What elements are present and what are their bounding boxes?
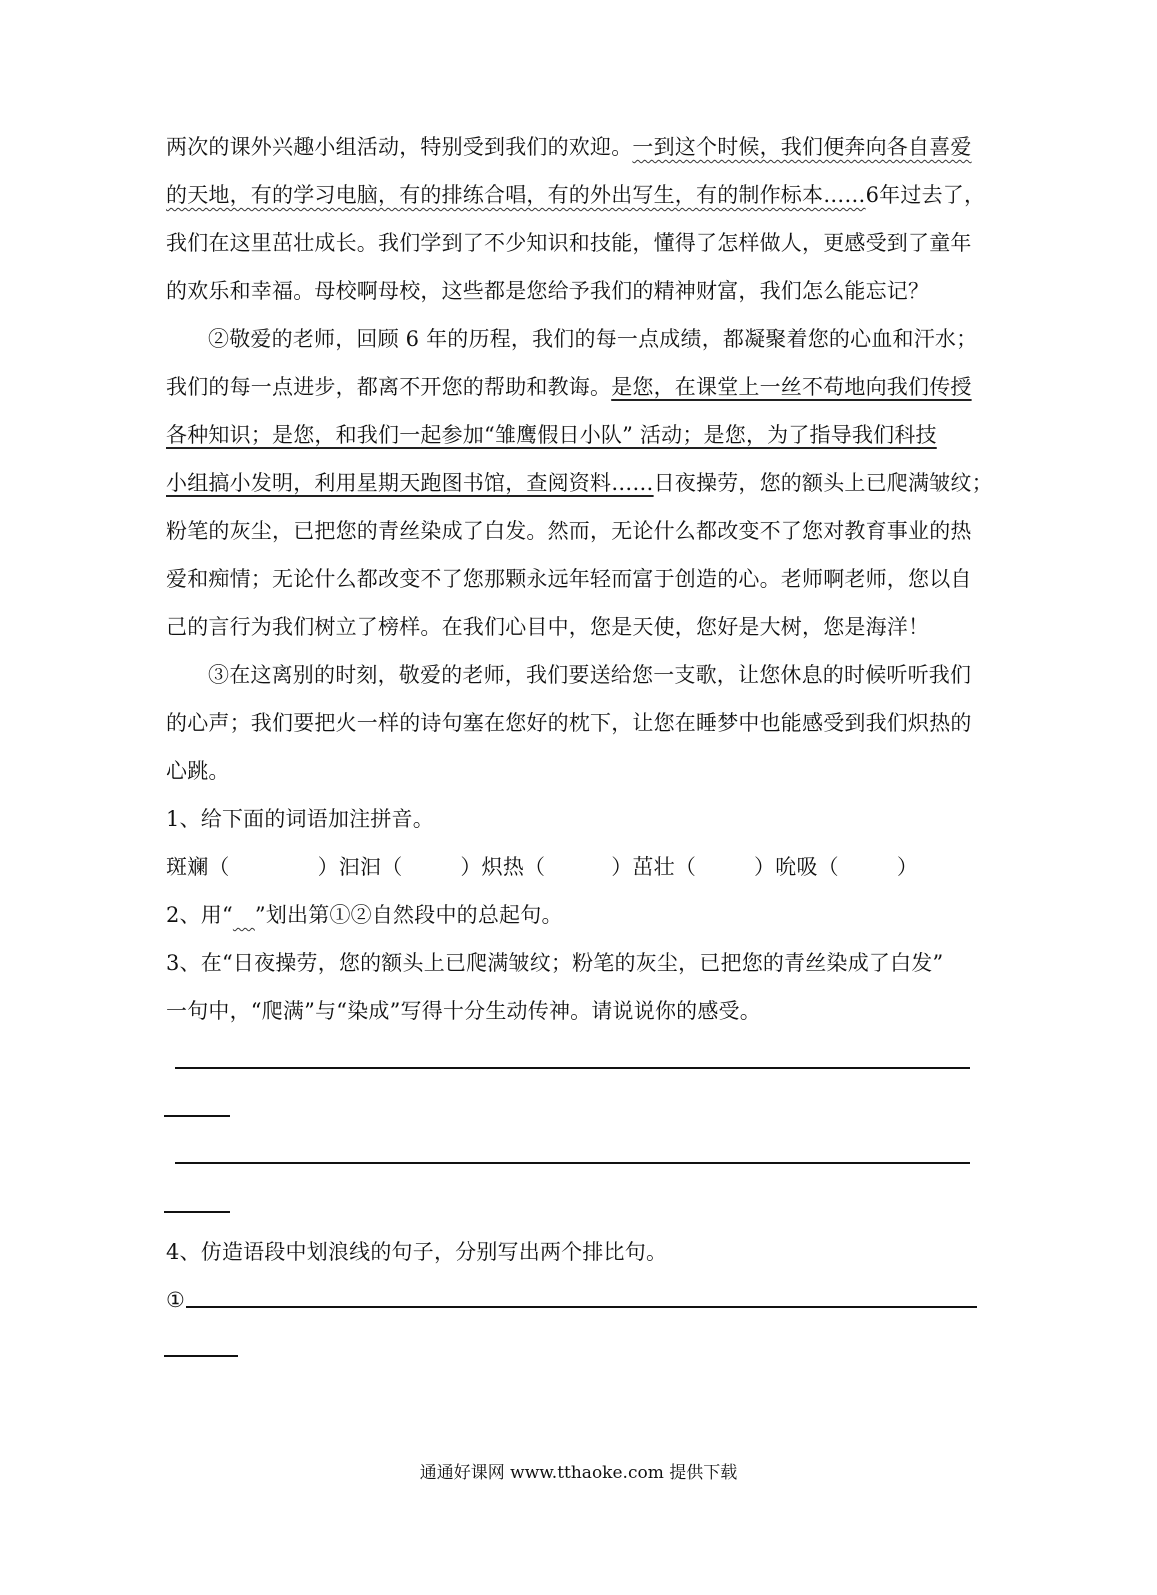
word-item: 斑斓（ (166, 855, 230, 879)
answer-line[interactable] (164, 1115, 230, 1117)
word-item: ）吮吸（ (754, 855, 839, 879)
answer-marker: ① (166, 1288, 186, 1312)
word-item: ）汩汩（ (317, 855, 403, 879)
passage-text: 日夜操劳，您的额头上已爬满皱纹； (653, 471, 993, 495)
passage-line: 爱和痴情；无论什么都改变不了您那颗永远年轻而富于创造的心。老师啊老师，您以自 (166, 567, 972, 591)
question-4-prompt: 4、仿造语段中划浪线的句子，分别写出两个排比句。 (166, 1240, 668, 1264)
passage-text: 我们的每一点进步，都离不开您的帮助和教诲。 (166, 375, 612, 399)
passage-line: 心跳。 (166, 759, 230, 783)
question-1-items (166, 852, 996, 882)
passage-line: 粉笔的灰尘，已把您的青丝染成了白发。然而，无论什么都改变不了您对教育事业的热 (166, 519, 972, 543)
passage-line (166, 420, 996, 450)
passage-text: 两次的课外兴趣小组活动，特别受到我们的欢迎。 (166, 135, 633, 159)
passage-line (166, 132, 996, 162)
passage-line (166, 180, 996, 210)
underlined-sentence: 小组搞小发明，利用星期天跑图书馆，查阅资料…… (166, 471, 654, 495)
wavy-underlined-sentence: 一到这个时候，我们便奔向各自喜爱 (632, 135, 972, 159)
word-item: ） (896, 855, 919, 879)
passage-line: 己的言行为我们树立了榜样。在我们心目中，您是天使，您好是大树，您是海洋！ (166, 615, 930, 639)
passage-line: 的心声；我们要把火一样的诗句塞在您好的枕下，让您在睡梦中也能感受到我们炽热的 (166, 711, 972, 735)
answer-line[interactable] (186, 1306, 977, 1308)
question-3-prompt: 一句中，“爬满”与“染成”写得十分生动传神。请说说你的感受。 (166, 999, 761, 1023)
wavy-underlined-sentence: 的天地，有的学习电脑，有的排练合唱，有的外出写生，有的制作标本…… (166, 183, 866, 207)
wavy-line-sample: …… (232, 911, 255, 925)
word-item: ）茁壮（ (611, 855, 697, 879)
question-1-prompt: 1、给下面的词语加注拼音。 (166, 807, 434, 831)
passage-line: 的欢乐和幸福。母校啊母校，这些都是您给予我们的精神财富，我们怎么能忘记？ (166, 279, 930, 303)
passage-line (166, 372, 996, 402)
question-3-prompt: 3、在“日夜操劳，您的额头上已爬满皱纹；粉笔的灰尘，已把您的青丝染成了白发” (166, 951, 944, 975)
passage-line: 我们在这里茁壮成长。我们学到了不少知识和技能，懂得了怎样做人，更感受到了童年 (166, 231, 972, 255)
word-item: ）炽热（ (460, 855, 546, 879)
underlined-sentence: 是您，在课堂上一丝不苟地向我们传授 (611, 375, 972, 399)
passage-line: ②敬爱的老师，回顾 6 年的历程，我们的每一点成绩，都凝聚着您的心血和汗水； (208, 327, 978, 351)
answer-line[interactable] (175, 1067, 970, 1069)
passage-text: 6年过去了， (865, 183, 986, 207)
passage-line: ③在这离别的时刻，敬爱的老师，我们要送给您一支歌，让您休息的时候听听我们 (208, 663, 972, 687)
passage-line (166, 468, 996, 498)
answer-line[interactable] (175, 1162, 970, 1164)
page-footer: 通通好课网 www.tthaoke.com 提供下载 (419, 1463, 738, 1483)
answer-line[interactable] (164, 1355, 238, 1357)
underlined-sentence: 各种知识；是您，和我们一起参加“雏鹰假日小队” 活动；是您，为了指导我们科技 (166, 423, 937, 447)
question-text: 2、用“ (166, 903, 233, 927)
question-2-prompt (166, 900, 996, 933)
question-text: ”划出第①②自然段中的总起句。 (254, 903, 563, 927)
answer-line[interactable] (164, 1211, 230, 1213)
